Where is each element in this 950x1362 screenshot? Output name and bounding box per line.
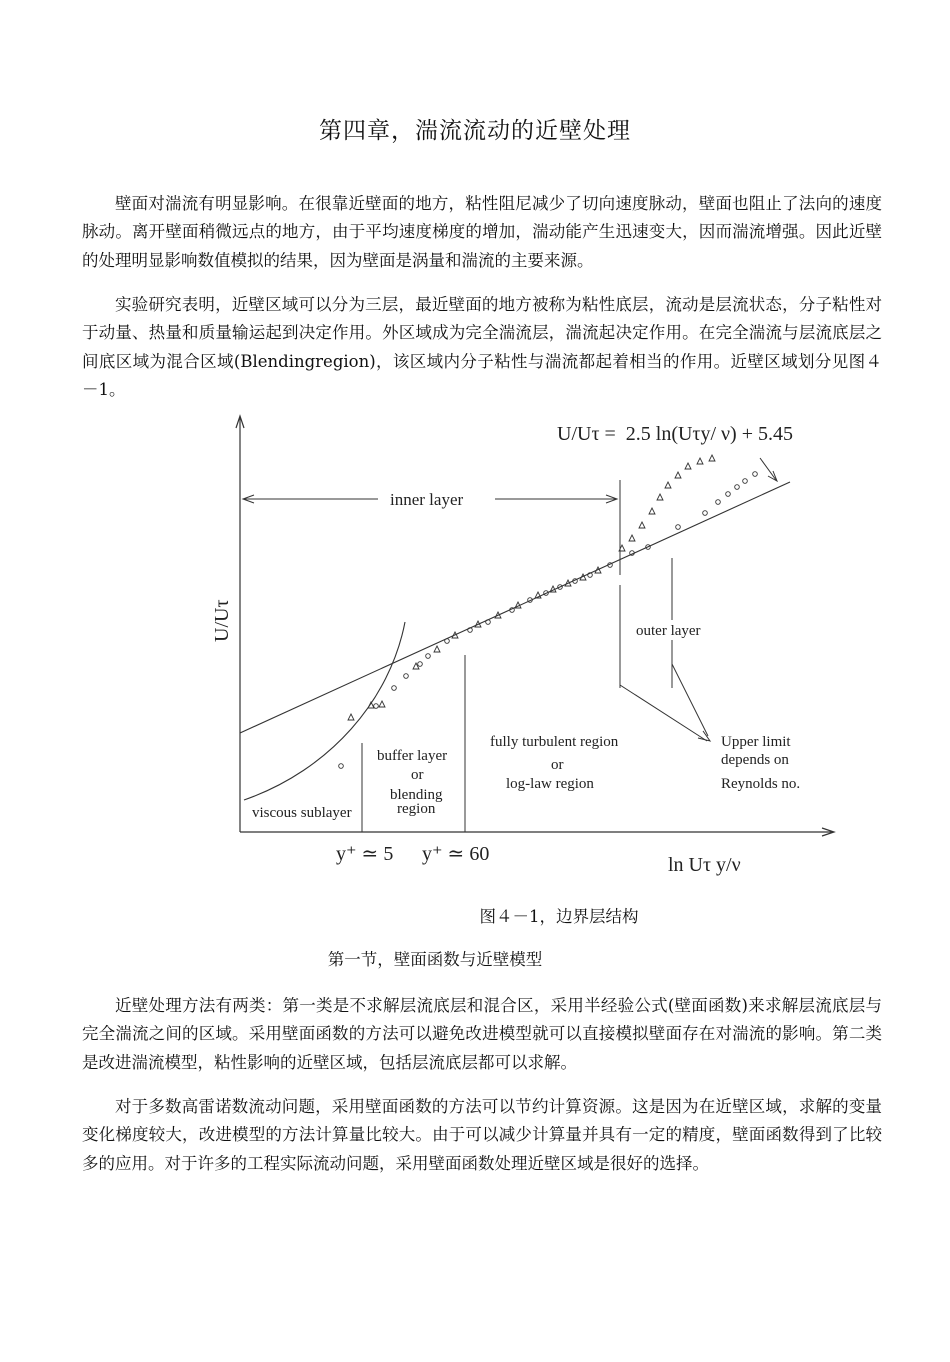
data-point — [703, 511, 708, 516]
fully-turbulent-label-2: or — [551, 757, 564, 773]
data-point — [404, 674, 409, 679]
yplus-60-label: y⁺ ≃ 60 — [422, 843, 490, 865]
figure-caption: 图４－1，边界层结构 — [479, 907, 639, 926]
data-point — [716, 500, 721, 505]
outer-layer-label: outer layer — [636, 623, 701, 639]
paragraph-1: 壁面对湍流有明显影响。在很靠近壁面的地方，粘性阻尼减少了切向速度脉动，壁面也阻止了法向的速度脉动。离开壁面稍微远点的地方，由于平均速度梯度的增加，湍动能产生迅速变大，因而湍流增强。因此近壁的处理明显影响数值模拟的结果，因为壁面是涡量和湍流的主要来源。 — [82, 194, 882, 270]
section-title: 第一节，壁面函数与近壁模型 — [327, 950, 543, 969]
data-point — [685, 463, 691, 469]
data-point — [743, 479, 748, 484]
data-point — [379, 701, 385, 707]
upper-limit-pointers — [620, 664, 710, 741]
data-point — [697, 458, 703, 464]
data-point — [629, 535, 635, 541]
data-point — [639, 522, 645, 528]
yplus-5-label: y⁺ ≃ 5 — [336, 843, 394, 865]
data-point — [657, 494, 663, 500]
data-point — [753, 472, 758, 477]
data-point — [418, 662, 423, 667]
upper-limit-label-1: Upper limit — [721, 734, 791, 750]
data-point — [368, 702, 374, 708]
data-point — [676, 525, 681, 530]
data-point — [726, 492, 731, 497]
data-point — [735, 485, 740, 490]
viscous-curve — [244, 622, 405, 800]
paragraph-3: 近壁处理方法有两类：第一类是不求解层流底层和混合区，采用半经验公式(壁面函数)来求解层流底层与完全湍流之间的区域。采用壁面函数的方法可以避免改进模型就可以直接模拟壁面存在对湍流的影响。第二类是改进湍流模型，粘性影响的近壁区域，包括层流底层都可以求解。 — [82, 996, 882, 1072]
upper-limit-label-2: depends on — [721, 752, 789, 768]
data-point — [374, 704, 379, 709]
data-point — [665, 482, 671, 488]
data-point — [348, 714, 354, 720]
viscous-sublayer-label: viscous sublayer — [252, 805, 352, 821]
y-axis-label: U/Uτ — [211, 599, 233, 642]
data-point — [675, 472, 681, 478]
data-point — [339, 764, 344, 769]
inner-layer-label: inner layer — [390, 490, 464, 509]
formula-label: U/Uτ = 2.5 ln(Uτy/ ν) + 5.45 — [557, 423, 793, 445]
buffer-label-1: buffer layer — [377, 748, 448, 764]
paragraph-4: 对于多数高雷诺数流动问题，采用壁面函数的方法可以节约计算资源。这是因为在近壁区域，求解的变量变化梯度较大，改进模型的方法计算量比较大。由于可以减少计算量并具有一定的精度，壁面函数得到了比较多的应用。对于许多的工程实际流动问题，采用壁面函数处理近壁区域是很好的选择。 — [82, 1097, 882, 1173]
data-points-circles — [339, 472, 758, 769]
data-point — [649, 508, 655, 514]
formula-pointer — [760, 458, 777, 481]
fully-turbulent-label-3: log-law region — [506, 776, 594, 792]
data-point — [434, 646, 440, 652]
data-point — [392, 686, 397, 691]
upper-limit-label-3: Reynolds no. — [721, 776, 801, 792]
data-point — [709, 455, 715, 461]
fully-turbulent-label-1: fully turbulent region — [490, 734, 619, 750]
paragraph-2: 实验研究表明，近壁区域可以分为三层，最近壁面的地方被称为粘性底层，流动是层流状态，分子粘性对于动量、热量和质量输运起到决定作用。外区域成为完全湍流层，湍流起决定作用。在完全湍流与层流底层之间底区域为混合区域(Blendingregion)，该区域内分子粘性与湍流都起着相当的作用。近壁区域划分见图４－1。 — [82, 295, 882, 399]
chapter-title: 第四章，湍流流动的近壁处理 — [319, 118, 631, 144]
data-point — [445, 639, 450, 644]
buffer-label-2: or — [411, 767, 424, 783]
data-point — [426, 654, 431, 659]
buffer-label-4: region — [397, 801, 436, 817]
x-axis-label: ln Uτ y/ν — [668, 854, 741, 876]
buffer-label-3: blending — [390, 787, 443, 803]
